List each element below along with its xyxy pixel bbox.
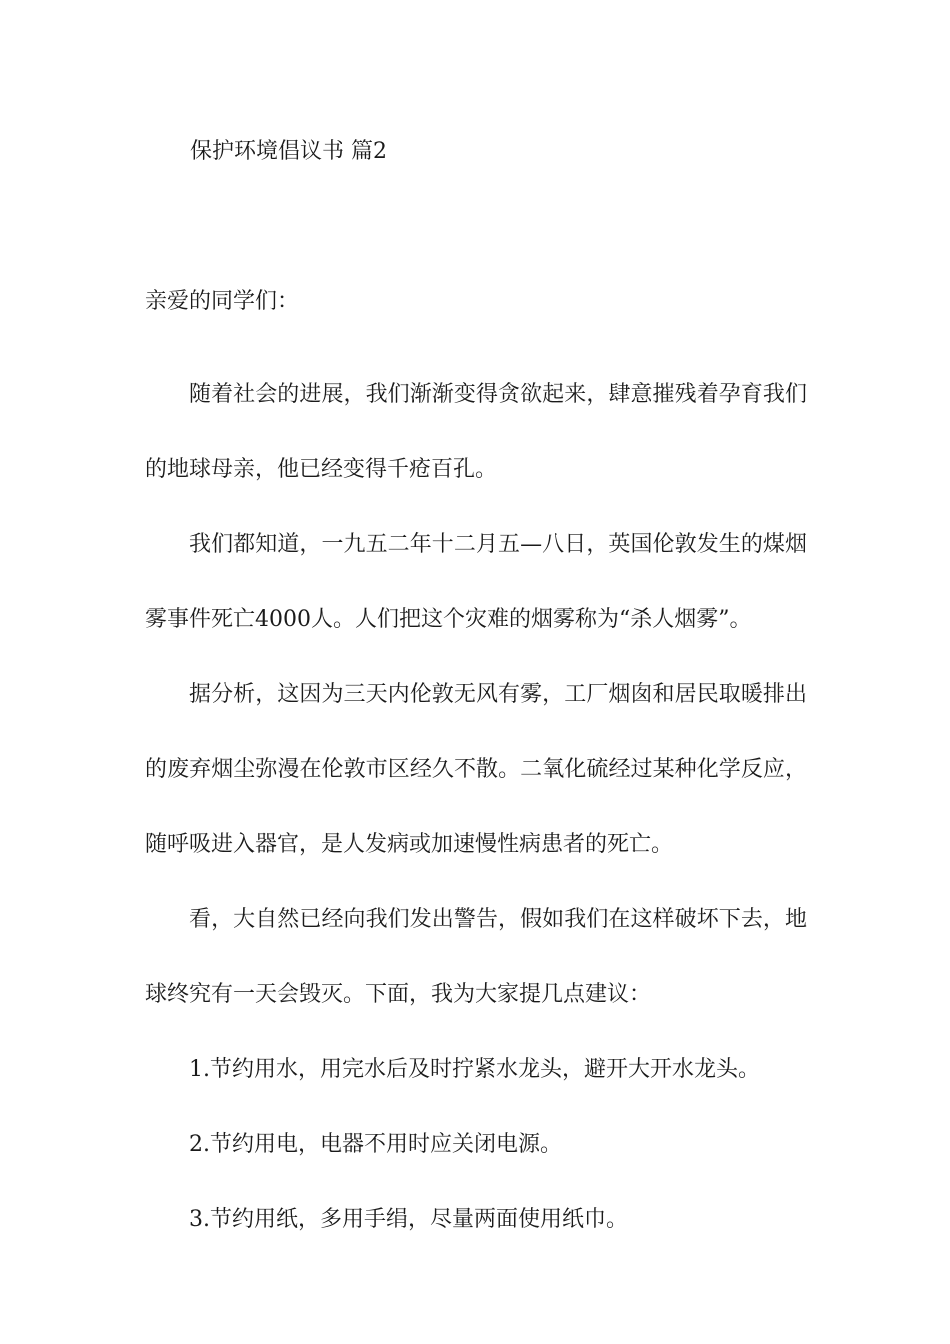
paragraph-warning: 看，大自然已经向我们发出警告，假如我们在这样破坏下去，地球终究有一天会毁灭。下面，我为大家提几点建议： [145, 907, 807, 1007]
suggestion-paper: 3.节约用纸，多用手绢，尽量两面使用纸巾。 [189, 1207, 628, 1232]
document-body [145, 357, 807, 1257]
suggestion-electricity: 2.节约用电，电器不用时应关闭电源。 [189, 1132, 562, 1157]
paragraph-intro: 随着社会的进展，我们渐渐变得贪欲起来，肆意摧残着孕育我们的地球母亲，他已经变得千疮百孔。 [145, 382, 807, 482]
document-title: 保护环境倡议书 篇2 [190, 139, 387, 164]
salutation: 亲爱的同学们： [145, 289, 300, 314]
suggestion-water: 1.节约用水，用完水后及时拧紧水龙头，避开大开水龙头。 [189, 1057, 760, 1082]
paragraph-analysis: 据分析，这因为三天内伦敦无风有雾，工厂烟囱和居民取暖排出的废弃烟尘弥漫在伦敦市区经久不散。二氧化硫经过某种化学反应，随呼吸进入器官，是人发病或加速慢性病患者的死亡。 [145, 682, 807, 857]
paragraph-london-smog: 我们都知道，一九五二年十二月五—八日，英国伦敦发生的煤烟雾事件死亡4000人。人们把这个灾难的烟雾称为“杀人烟雾”。 [145, 532, 807, 632]
